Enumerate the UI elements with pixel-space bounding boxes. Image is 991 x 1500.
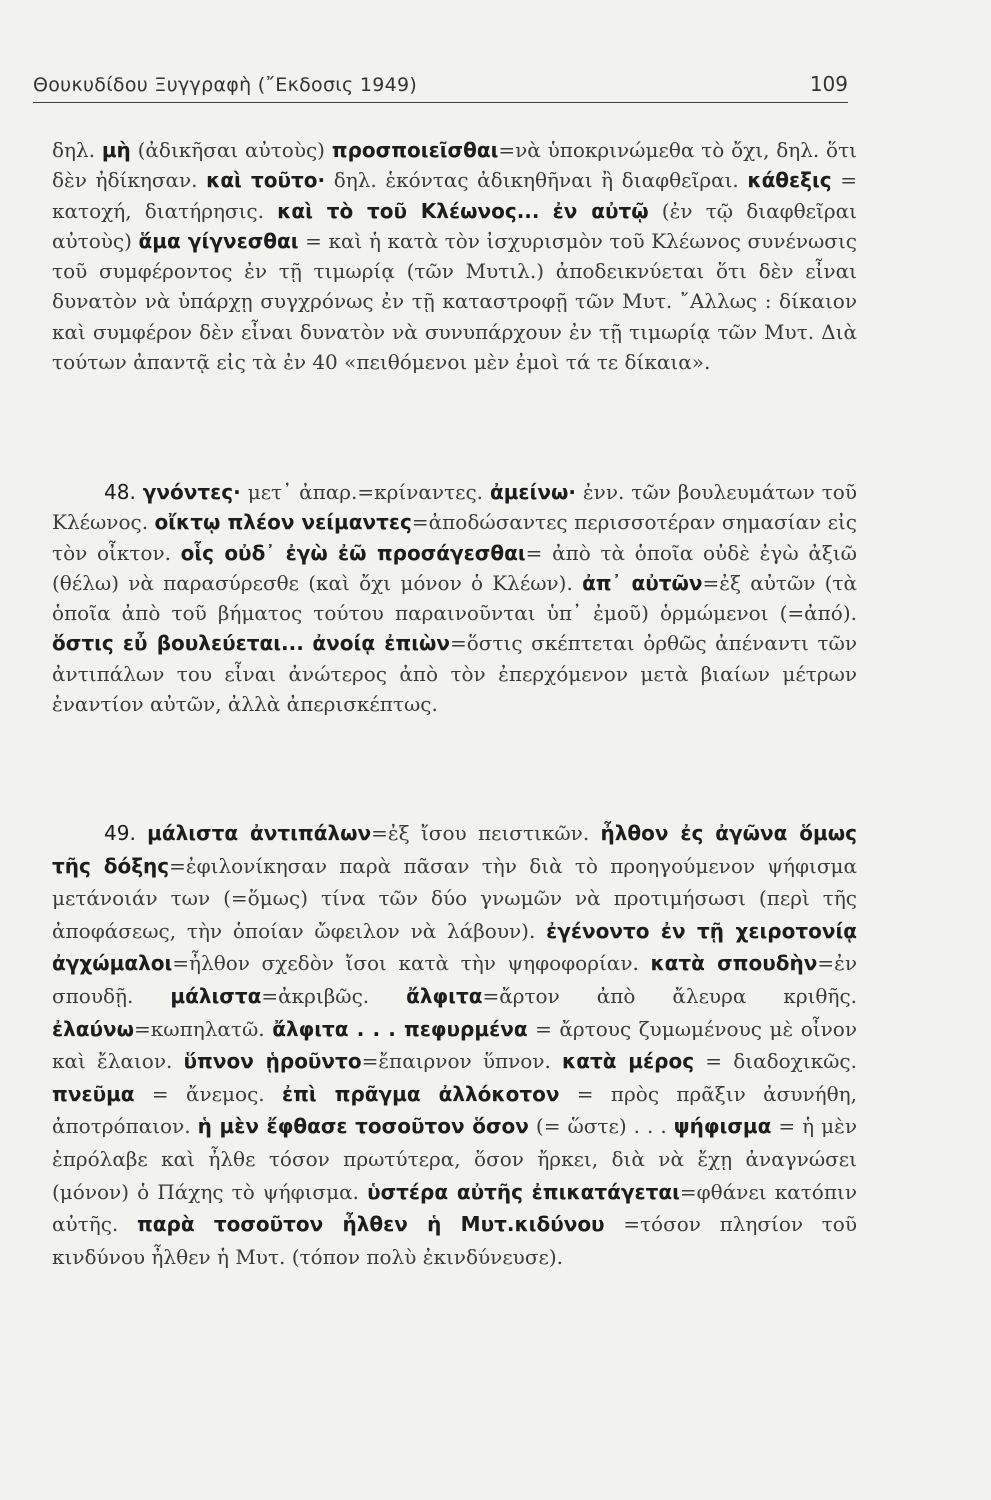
lemma-term: πνεῦμα — [52, 1081, 135, 1106]
lemma-term: ὅστις εὖ βουλεύεται... — [52, 631, 304, 656]
lemma-term: κατὰ σπουδὴν — [650, 951, 818, 976]
lemma-term: ἐγένοντο ἐν τῇ χειροτονίᾳ ἀγχώμαλοι — [52, 918, 857, 976]
lemma-term: μὴ — [101, 138, 131, 162]
page-header — [33, 72, 848, 103]
commentary-text: ἐνν. τῶν βουλευμάτων τοῦ Κλέωνος. — [52, 480, 857, 535]
commentary-text: (ἐν τῷ διαφθεῖραι αὐτοὺς) — [52, 198, 857, 253]
paragraph-commentary-47 — [52, 135, 857, 377]
commentary-text: = κατοχή, διατήρησις. — [52, 168, 857, 223]
lemma-term: οἷς οὐδ᾿ ἐγὼ ἐῶ προσάγεσθαι — [180, 540, 526, 565]
lemma-term: ἄλφιτα . . . πεφυρμένα — [272, 1016, 528, 1041]
commentary-text: =ἐν σπουδῇ. — [52, 951, 857, 1008]
lemma-term: οἴκτῳ πλέον νείμαντες — [154, 510, 412, 535]
commentary-text: = ἀπὸ τὰ ὁποῖα οὐδὲ ἐγὼ ἀξιῶ (θέλω) νὰ παρασύρεσθε (καὶ ὄχι μόνον ὁ Κλέων). — [52, 540, 857, 595]
lemma-term: ἅμα γίγνεσθαι — [138, 228, 299, 253]
lemma-term: γνόντες· — [142, 480, 241, 504]
commentary-text: =ἀκριβῶς. — [261, 983, 407, 1008]
commentary-text: =ἐξ ἴσου πειστικῶν. — [371, 821, 601, 845]
lemma-term: ἐπὶ πρᾶγμα ἀλλόκοτον — [281, 1081, 560, 1106]
commentary-text: = διαδοχικῶς. — [694, 1049, 857, 1074]
lemma-term: ἄλφιτα — [406, 983, 483, 1008]
commentary-text: = ἄνεμος. — [134, 1081, 282, 1106]
section-number: 48. — [104, 480, 143, 504]
paragraph-commentary-48 — [52, 477, 857, 719]
lemma-term: ἐν αὐτῷ — [552, 198, 649, 223]
paragraph-commentary-49 — [52, 817, 857, 1273]
commentary-text: = καὶ ἡ κατὰ τὸν ἰσχυρισμὸν τοῦ Κλέωνος συνένωσις τοῦ συμφέροντος ἐν τῇ τιμωρίᾳ (τῶν Μυτιλ.) ἀποδεικνύεται ὅτι δὲν εἶναι δυνατὸν νὰ ὑπάρχῃ συγχρόνως ἐν τῇ καταστροφῇ τῶν Μυτ. ῎Αλλως : δίκαιον καὶ συμφέρον δὲν εἶναι δυνατὸν νὰ συνυπάρχουν ἐν τῇ τιμωρίᾳ τῶν Μυτ. Διὰ τούτων ἀπαντᾷ εἰς τὰ ἐν 40 «πειθόμενοι μὲν ἐμοὶ τά τε δίκαια». — [52, 228, 857, 375]
lemma-term: ἦλθον ἐς ἀγῶνα ὅμως τῆς δόξης — [52, 821, 857, 878]
lemma-term: ὕπνον ᾑροῦντο — [183, 1049, 362, 1074]
running-head: Θουκυδίδου Ξυγγραφὴ (῎Εκδοσις 1949) — [33, 74, 418, 96]
lemma-term: παρὰ τοσοῦτον ἦλθεν ἡ Μυτ.κιδύνου — [136, 1212, 605, 1237]
lemma-term: ἐλαύνω — [52, 1016, 135, 1041]
commentary-text: = ἡ μὲν ἐπρόλαβε καὶ ἦλθε τόσον πρωτύτερα, ὅσον ἤρκει, διὰ νὰ ἔχῃ ἀναγνώσει (μόνον) ὁ Πάχης τὸ ψήφισμα. — [52, 1114, 858, 1204]
lemma-term: προσποιεῖσθαι — [331, 138, 499, 162]
lemma-term: ἀνοίᾳ ἐπιὼν — [312, 631, 450, 656]
lemma-term: μάλιστα ἀντιπάλων — [147, 821, 372, 845]
commentary-text: = ἄρτους ζυμωμένους μὲ οἶνον καὶ ἔλαιον. — [52, 1016, 857, 1074]
page-number: 109 — [809, 72, 848, 96]
commentary-text: =ἀποδώσαντες περισσοτέραν σημασίαν εἰς τὸν οἶκτον. — [52, 510, 858, 565]
lemma-term: καὶ τοῦτο· — [206, 168, 326, 193]
commentary-text — [539, 199, 552, 223]
commentary-text: μετ᾿ ἀπαρ.=κρίναντες. — [240, 480, 490, 504]
section-number: 49. — [104, 821, 148, 845]
lemma-term: ἡ μὲν ἔφθασε τοσοῦτον ὅσον — [197, 1114, 529, 1139]
lemma-term: καὶ τὸ τοῦ Κλέωνος... — [277, 198, 540, 223]
lemma-term: ἀμείνω· — [489, 480, 576, 504]
lemma-term: ὑστέρα αὐτῆς ἐπικατάγεται — [367, 1179, 680, 1204]
lemma-term: ψήφισμα — [673, 1114, 772, 1139]
commentary-text: (= ὥστε) . . . — [528, 1114, 674, 1139]
commentary-text: =κωπηλατῶ. — [134, 1016, 273, 1041]
lemma-term: κατὰ μέρος — [562, 1049, 695, 1074]
commentary-text: =φθάνει κατόπιν αὐτῆς. — [52, 1179, 857, 1237]
commentary-text: =ἦλθον σχεδὸν ἴσοι κατὰ τὴν ψηφοφορίαν. — [172, 951, 651, 976]
commentary-text: =ἐφιλονίκησαν παρὰ πᾶσαν τὴν διὰ τὸ προηγούμενον ψήφισμα μετάνοιάν των (=ὅμως) τίνα τῶν δύο γνωμῶν νὰ προτιμήσωσι (περὶ τῆς ἀποφάσεως, τὴν ὁποίαν ὤφειλον νὰ λάβουν). — [52, 853, 857, 943]
commentary-text: =τόσον πλησίον τοῦ κινδύνου ἦλθεν ἡ Μυτ. (τόπον πολὺ ἐκινδύνευσε). — [52, 1212, 857, 1269]
commentary-text: δηλ. ἑκόντας ἀδικηθῆναι ἢ διαφθεῖραι. — [325, 168, 748, 193]
commentary-text: (ἀδικῆσαι αὐτοὺς) — [130, 138, 332, 162]
commentary-text: =νὰ ὑποκρινώμεθα τὸ ὄχι, δηλ. ὅτι δὲν ἠδίκησαν. — [52, 138, 857, 193]
commentary-text: = πρὸς πρᾶξιν ἀσυνήθη, ἀποτρόπαιον. — [52, 1081, 858, 1139]
commentary-text: =ἄρτον ἀπὸ ἄλευρα κριθῆς. — [482, 983, 858, 1008]
lemma-term: μάλιστα — [170, 983, 262, 1008]
commentary-text: =ἔπαιρνον ὕπνον. — [361, 1049, 563, 1074]
commentary-text: =ὅστις σκέπτεται ὀρθῶς ἀπέναντι τῶν ἀντιπάλων του εἶναι ἀνώτερος ἀπὸ τὸν ἐπερχόμενον μετὰ βιαίων μέτρων ἐναντίον αὐτῶν, ἀλλὰ ἀπερισκέπτως. — [52, 631, 858, 717]
commentary-text: =ἐξ αὐτῶν (τὰ ὁποῖα ἀπὸ τοῦ βήματος τούτου παραινοῦνται ὑπ᾿ ἐμοῦ) ὁρμώμενοι (=ἀπό). — [52, 570, 858, 626]
commentary-text: δηλ. — [52, 138, 102, 162]
lemma-term: κάθεξις — [747, 168, 832, 193]
lemma-term: ἀπ᾿ αὐτῶν — [582, 570, 703, 595]
